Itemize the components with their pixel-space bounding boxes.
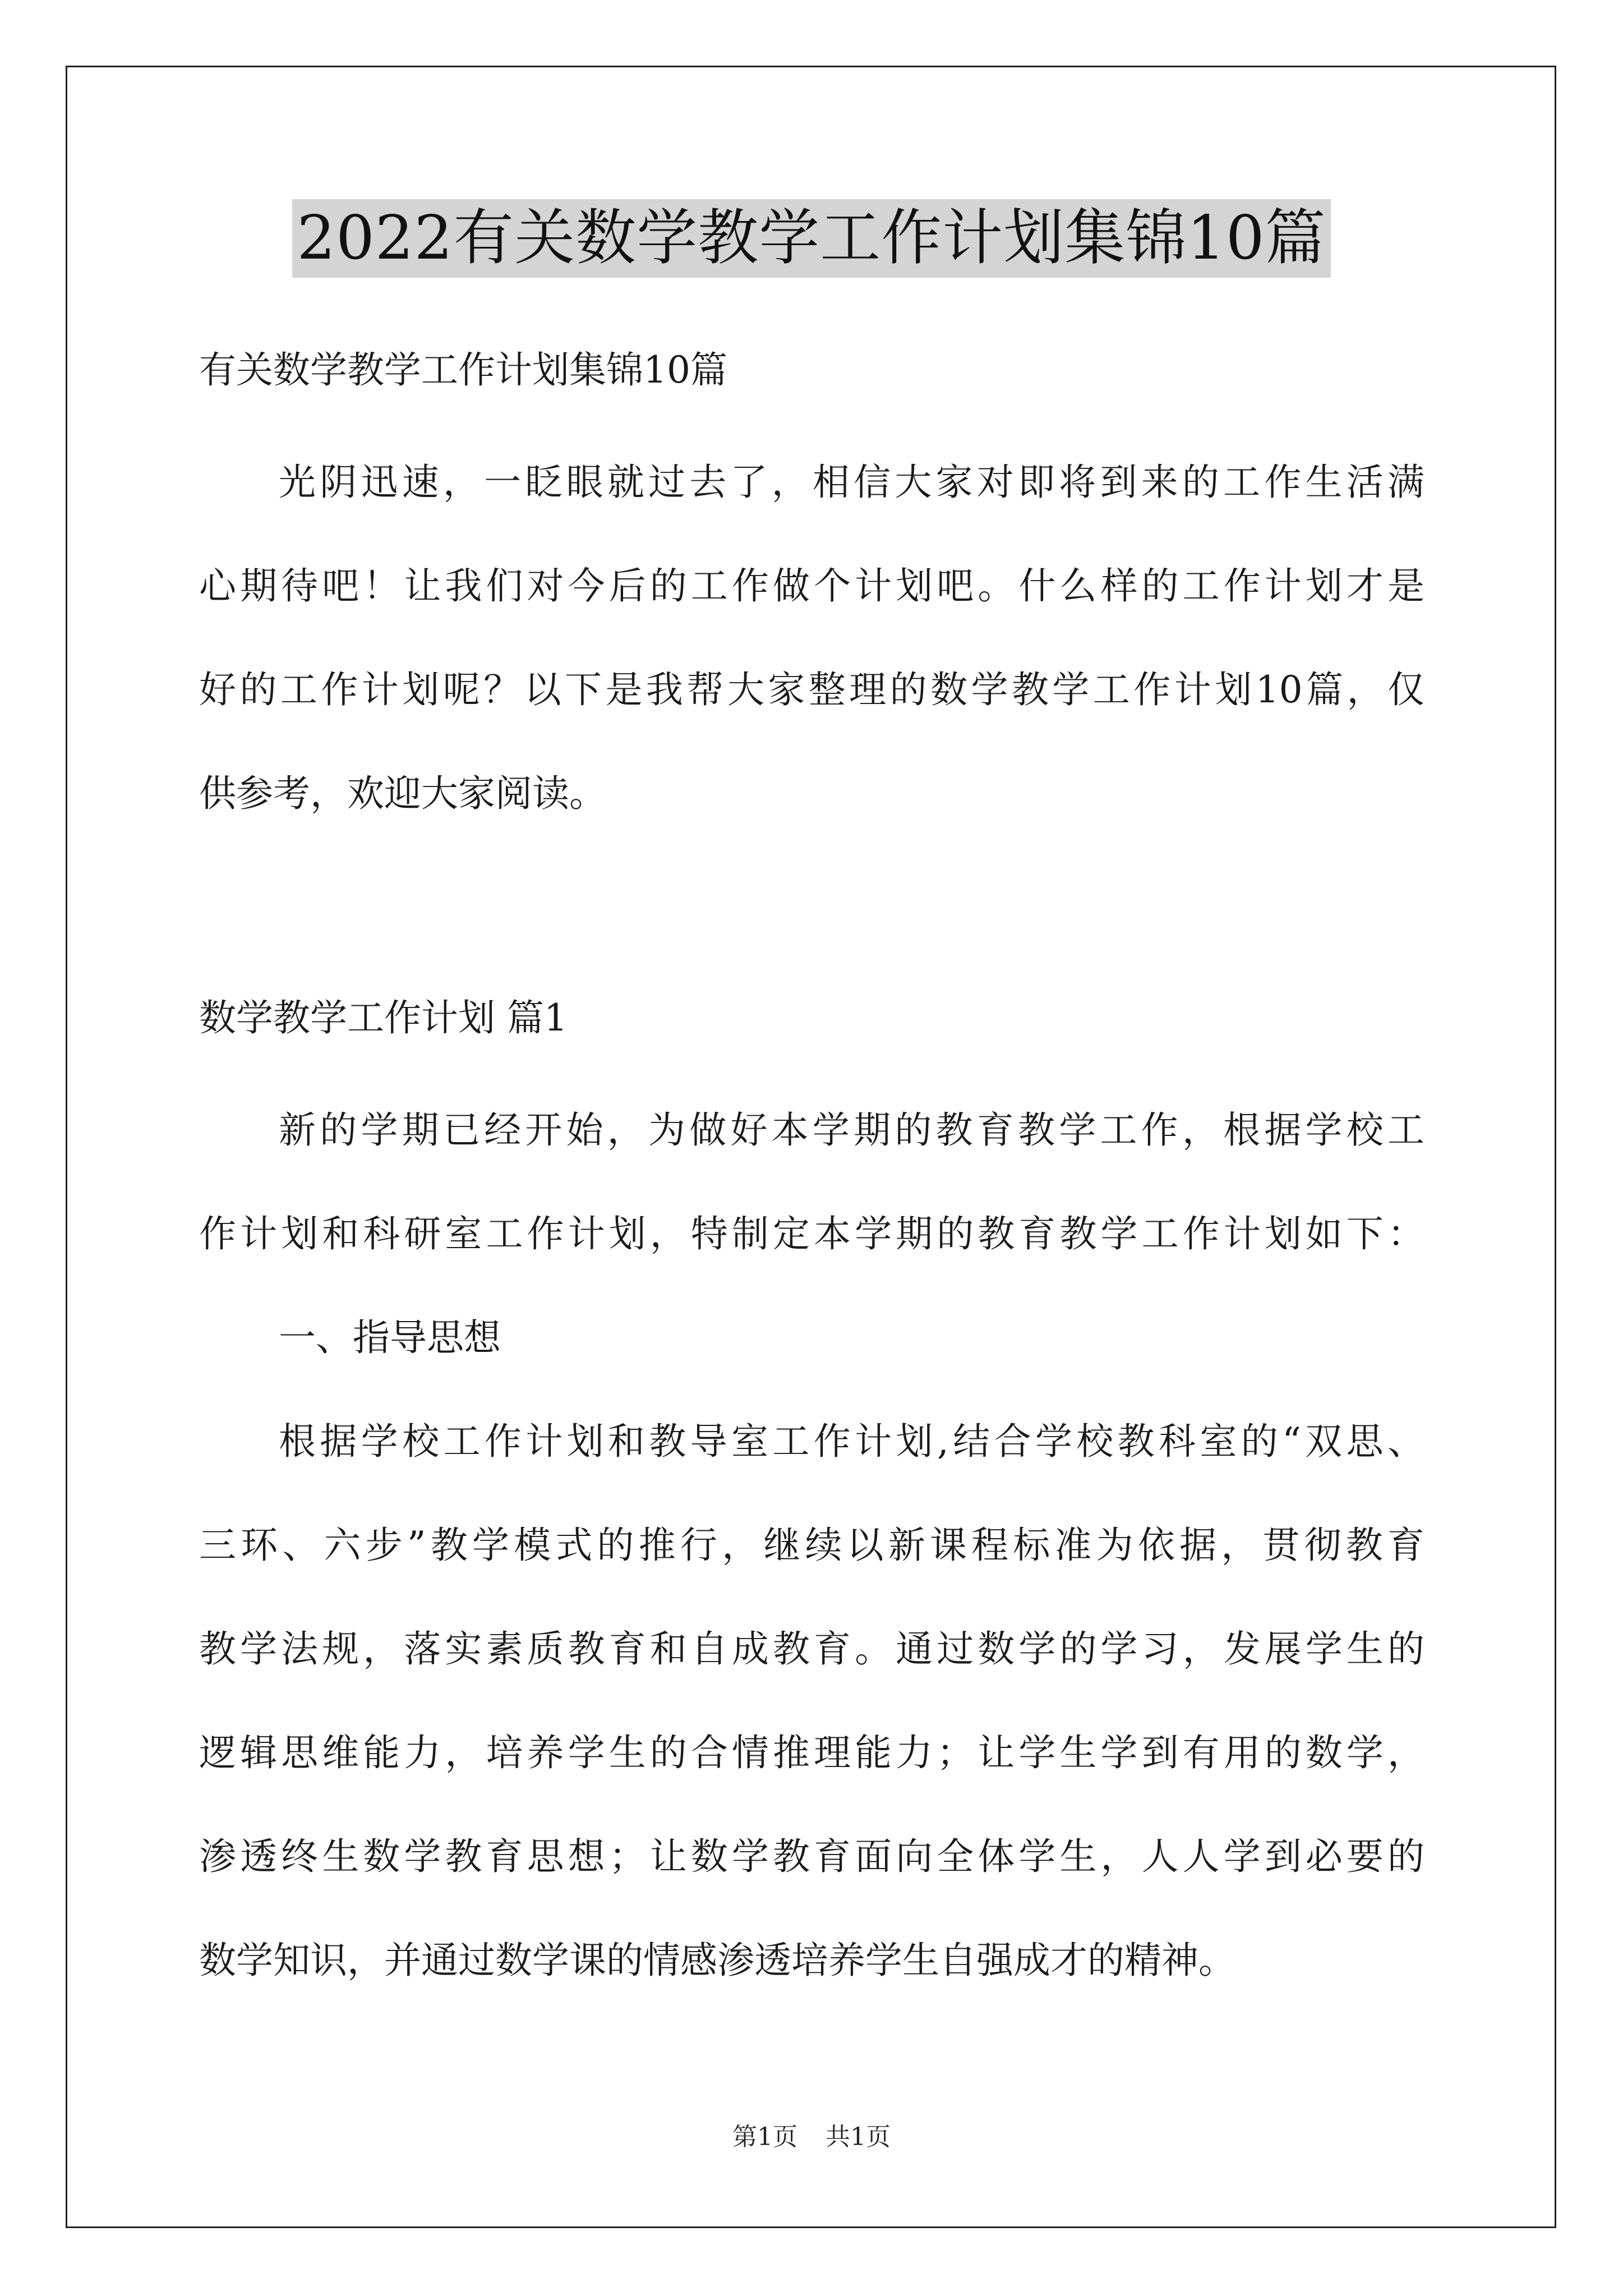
paragraph-line: 新的学期已经开始，为做好本学期的教育教学工作，根据学校工 xyxy=(279,1108,1424,1152)
paragraph-line: 好的工作计划呢？以下是我帮大家整理的数学教学工作计划10篇，仅 xyxy=(199,668,1424,711)
paragraph-line: 数学知识，并通过数学课的情感渗透培养学生自强成才的精神。 xyxy=(199,1939,1235,1982)
page-total: 共1页 xyxy=(826,2123,891,2151)
paragraph-line: 渗透终生数学教育思想；让数学教育面向全体学生，人人学到必要的 xyxy=(199,1835,1424,1878)
title-container xyxy=(0,199,1623,278)
paragraph-line: 教学法规，落实素质教育和自成教育。通过数学的学习，发展学生的 xyxy=(199,1627,1424,1671)
paragraph-line: 光阴迅速，一眨眼就过去了，相信大家对即将到来的工作生活满 xyxy=(279,461,1424,504)
paragraph-line: 心期待吧！让我们对今后的工作做个计划吧。什么样的工作计划才是 xyxy=(199,564,1424,608)
paragraph-line: 根据学校工作计划和教导室工作计划,结合学校教科室的“双思、 xyxy=(279,1420,1424,1463)
paragraph-line: 供参考，欢迎大家阅读。 xyxy=(199,772,606,815)
subtitle-line: 有关数学教学工作计划集锦10篇 xyxy=(199,348,727,392)
page-footer xyxy=(0,2120,1623,2154)
page-number: 第1页 xyxy=(732,2123,797,2151)
subsection-heading: 一、指导思想 xyxy=(279,1316,501,1359)
section-heading: 数学教学工作计划 篇1 xyxy=(199,996,568,1039)
paragraph-line: 逻辑思维能力，培养学生的合情推理能力；让学生学到有用的数学， xyxy=(199,1731,1424,1774)
paragraph-line: 三环、六步”教学模式的推行，继续以新课程标准为依据，贯彻教育 xyxy=(199,1524,1424,1567)
document-title: 2022有关数学教学工作计划集锦10篇 xyxy=(292,199,1330,278)
paragraph-line: 作计划和科研室工作计划，特制定本学期的教育教学工作计划如下： xyxy=(199,1212,1424,1255)
